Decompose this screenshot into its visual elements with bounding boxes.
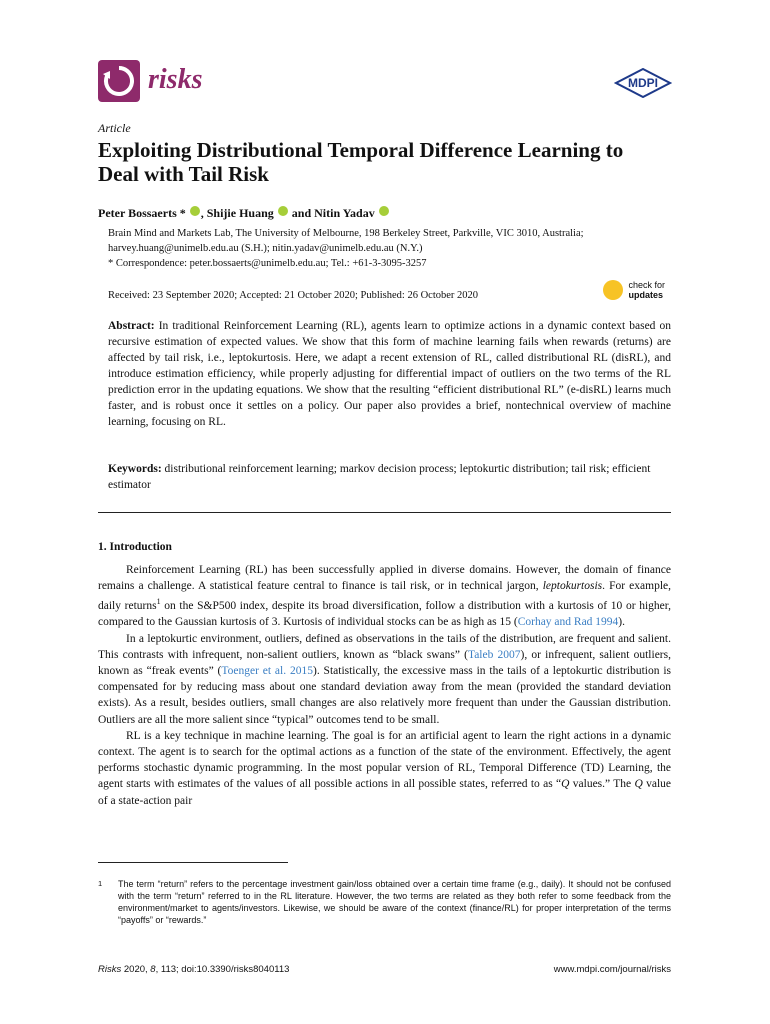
journal-url[interactable]: www.mdpi.com/journal/risks: [553, 964, 671, 975]
affiliation-line: Brain Mind and Markets Lab, The University of Melbourne, 198 Berkeley Street, Parkville, VIC 3010, Australia;: [108, 228, 584, 239]
article-type: Article: [98, 121, 131, 135]
author-3: and Nitin Yadav: [291, 206, 375, 220]
orcid-icon[interactable]: [379, 206, 389, 216]
journal-logo: [98, 60, 140, 102]
check-updates-line2: updates: [628, 290, 664, 300]
publication-dates: Received: 23 September 2020; Accepted: 21 October 2020; Published: 26 October 2020: [108, 290, 479, 301]
paragraph: Reinforcement Learning (RL) has been successfully applied in diverse domains. However, the domain of finance remains a challenge. A statistical feature central to finance is tail risk, or in technical jargon, leptokurtosis. For example, daily returns$^1$ on the S&P500 index, despite its broad diversification, follow a distribution with a kurtosis of 10 or higher, compared to the Gaussian kurtosis of 3. Kurtosis of individual stocks can be as high as 15 (Corhay and Rad 1994).: [98, 564, 671, 629]
citation-link[interactable]: Toenger et al. 2015: [221, 665, 313, 678]
body-text: [98, 562, 671, 809]
footnote-ref[interactable]: 1: [156, 597, 161, 607]
orcid-icon[interactable]: [190, 206, 200, 216]
citation-footer: Risks 2020, 8, 113; doi:10.3390/risks8040113: [98, 964, 290, 975]
check-for-updates-badge[interactable]: [603, 280, 665, 300]
footnote-text: The term “return” refers to the percentage investment gain/loss obtained over a certain time frame (e.g., daily). It should not be confused with the term “return” referred to in the RL literature. However, the two terms are related as they both refer to some feedback from the environment/market to agents/investors. Likewise, we should be aware of the context (finance/RL) for proper interpretation of the terms “payoffs” or “rewards.”: [118, 879, 671, 925]
footnote-divider: [98, 862, 288, 863]
author-1: Peter Bossaerts *: [98, 206, 186, 220]
paragraph: RL is a key technique in machine learning. The goal is for an artificial agent to learn the right actions in a dynamic context. The agent is to search for the optimal actions as a function of the state of the environment. Effectively, the agent performs stochastic dynamic programming. In the most popular version of RL, Temporal Difference (TD) Learning, the agent starts with estimates of the values of all possible actions in all possible states, referred to as “Q values.” The Q value of a state-action pair: [98, 729, 671, 807]
check-updates-icon: [603, 280, 623, 300]
keywords-text: distributional reinforcement learning; markov decision process; leptokurtic distribution; tail risk; efficient estimator: [108, 463, 651, 491]
svg-text:MDPI: MDPI: [628, 76, 658, 90]
divider: [98, 512, 671, 513]
footnote-number: 1: [98, 879, 103, 888]
orcid-icon[interactable]: [278, 206, 288, 216]
author-2: Shijie Huang: [206, 206, 274, 220]
paragraph: In a leptokurtic environment, outliers, defined as observations in the tails of the distribution, are frequent and salient. This contrasts with infrequent, non-salient outliers, known as “black swans” (Taleb 2007), or infrequent, salient outliers, known as “freak events” (Toenger et al. 2015). Statistically, the excessive mass in the tails of a leptokurtic distribution is compensated for by reducing mass about one standard deviation away from the mean (provided the standard deviation exists). As a result, besides outliers, small changes are also relatively more frequent than under the Gaussian distribution. Outliers are all the more salient since “typical” outcomes tend to be small.: [98, 632, 672, 726]
abstract: [108, 318, 671, 430]
email-line: harvey.huang@unimelb.edu.au (S.H.); nitin.yadav@unimelb.edu.au (N.Y.): [108, 243, 423, 254]
keywords: [108, 461, 671, 493]
paper-title: Exploiting Distributional Temporal Difference Learning to Deal with Tail Risk: [98, 138, 624, 186]
section-heading: 1. Introduction: [98, 541, 172, 553]
keywords-label: Keywords:: [108, 463, 162, 475]
abstract-label: Abstract:: [108, 320, 155, 332]
citation-link[interactable]: Corhay and Rad 1994: [517, 616, 619, 629]
journal-name: risks: [148, 64, 203, 95]
author-list: Peter Bossaerts * , Shijie Huang and Nitin Yadav: [98, 206, 390, 221]
mdpi-logo: [614, 68, 672, 103]
abstract-text: In traditional Reinforcement Learning (RL), agents learn to optimize actions in a dynamic context based on recursive estimation of expected values. We show that this form of machine learning fails when rewards (returns) are affected by tail risk, i.e., leptokurtosis. Here, we adapt a recent extension of RL, called distributional RL (disRL), and introduce estimation efficiency, while properly adjusting for differential impact of outliers on the two terms of the RL prediction error in the updating equations. We show that the resulting “efficient distributional RL” (e-disRL) learns much faster, and is robust once it settles on a policy. Our paper also provides a brief, nontechnical overview of machine learning, focusing on RL.: [108, 320, 671, 428]
footnote: [98, 878, 671, 926]
check-updates-line1: check for: [628, 280, 666, 290]
correspondence-line: * Correspondence: peter.bossaerts@unimelb.edu.au; Tel.: +61-3-3095-3257: [108, 258, 427, 269]
citation-link[interactable]: Taleb 2007: [467, 648, 521, 661]
